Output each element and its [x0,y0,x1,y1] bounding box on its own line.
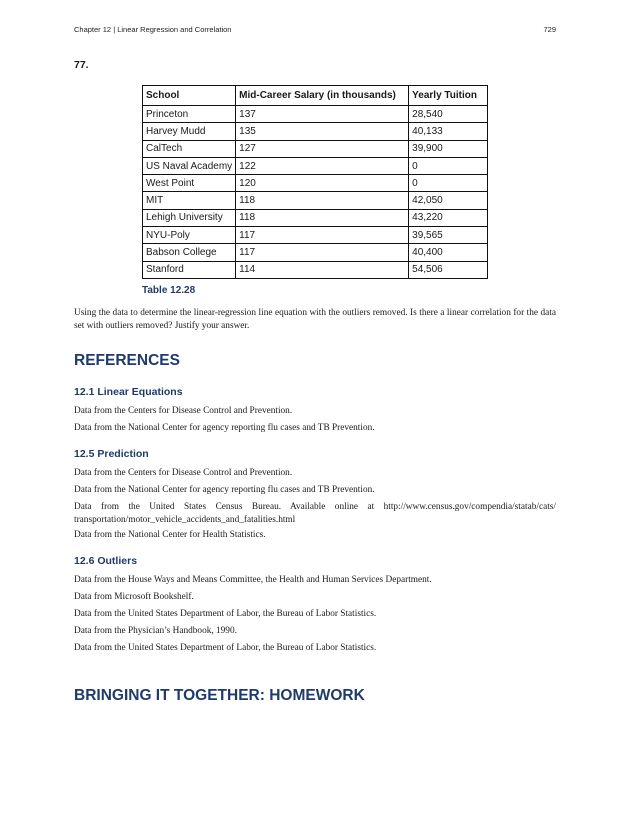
reference-item: Data from the United States Department of Labor, the Bureau of Labor Statistics. [74,643,377,653]
cell-school: Babson College [143,244,236,261]
reference-item: Data from the National Center for Health Statistics. [74,530,266,540]
chapter-title: Chapter 12 | Linear Regression and Correlation [74,25,232,34]
table-header-row [143,86,488,106]
table-row [143,227,488,244]
reference-item: Data from the National Center for agency reporting flu cases and TB Prevention. [74,485,375,495]
page-number: 729 [543,25,556,34]
cell-salary: 127 [236,140,409,157]
reference-item: Data from the House Ways and Means Committee, the Health and Human Services Department. [74,575,432,585]
table-row [143,106,488,123]
cell-school: CalTech [143,140,236,157]
cell-salary: 135 [236,123,409,140]
table-caption: Table 12.28 [142,285,196,296]
cell-tuition: 40,400 [409,244,488,261]
cell-school: Princeton [143,106,236,123]
cell-tuition: 39,900 [409,140,488,157]
cell-tuition: 40,133 [409,123,488,140]
cell-tuition: 0 [409,175,488,192]
cell-school: NYU-Poly [143,227,236,244]
section-heading-12-5: 12.5 Prediction [74,448,149,460]
cell-school: MIT [143,192,236,209]
cell-school: Stanford [143,261,236,278]
cell-school: Harvey Mudd [143,123,236,140]
header-salary: Mid-Career Salary (in thousands) [236,86,409,106]
cell-tuition: 54,506 [409,261,488,278]
question-text: Using the data to determine the linear-regression line equation with the outliers removed. Is there a linear correlation for the data set with outliers removed? Justify your answer. [74,308,556,331]
table-row [143,157,488,174]
cell-tuition: 39,565 [409,227,488,244]
cell-salary: 114 [236,261,409,278]
cell-salary: 118 [236,192,409,209]
header-tuition: Yearly Tuition [409,86,488,106]
section-heading-12-1: 12.1 Linear Equations [74,386,183,398]
cell-salary: 118 [236,209,409,226]
cell-salary: 117 [236,244,409,261]
table-row [143,261,488,278]
cell-tuition: 0 [409,157,488,174]
cell-tuition: 43,220 [409,209,488,226]
table-row [143,192,488,209]
reference-item: Data from the National Center for agency reporting flu cases and TB Prevention. [74,423,375,433]
homework-heading: BRINGING IT TOGETHER: HOMEWORK [74,687,365,704]
cell-tuition: 28,540 [409,106,488,123]
reference-item: Data from the Physician’s Handbook, 1990. [74,626,237,636]
cell-salary: 117 [236,227,409,244]
reference-item: Data from Microsoft Bookshelf. [74,592,194,602]
cell-school: West Point [143,175,236,192]
reference-item: Data from the Centers for Disease Control and Prevention. [74,406,293,416]
data-table [142,85,488,279]
problem-number: 77. [74,59,89,71]
cell-tuition: 42,050 [409,192,488,209]
header-school: School [143,86,236,106]
section-heading-12-6: 12.6 Outliers [74,555,138,567]
references-heading: REFERENCES [74,352,180,369]
cell-school: US Naval Academy [143,157,236,174]
cell-salary: 120 [236,175,409,192]
cell-salary: 122 [236,157,409,174]
table-row [143,175,488,192]
table-row [143,123,488,140]
reference-item: Data from the Centers for Disease Control and Prevention. [74,468,293,478]
table-row [143,244,488,261]
cell-salary: 137 [236,106,409,123]
table-row [143,140,488,157]
reference-item: Data from the United States Census Bureau. Available online at http://www.census.gov/compendia/statab/cats/ transportation/motor_vehicle_accidents_and_fatalities.html [74,502,556,525]
table-row [143,209,488,226]
reference-item: Data from the United States Department of Labor, the Bureau of Labor Statistics. [74,609,377,619]
cell-school: Lehigh University [143,209,236,226]
